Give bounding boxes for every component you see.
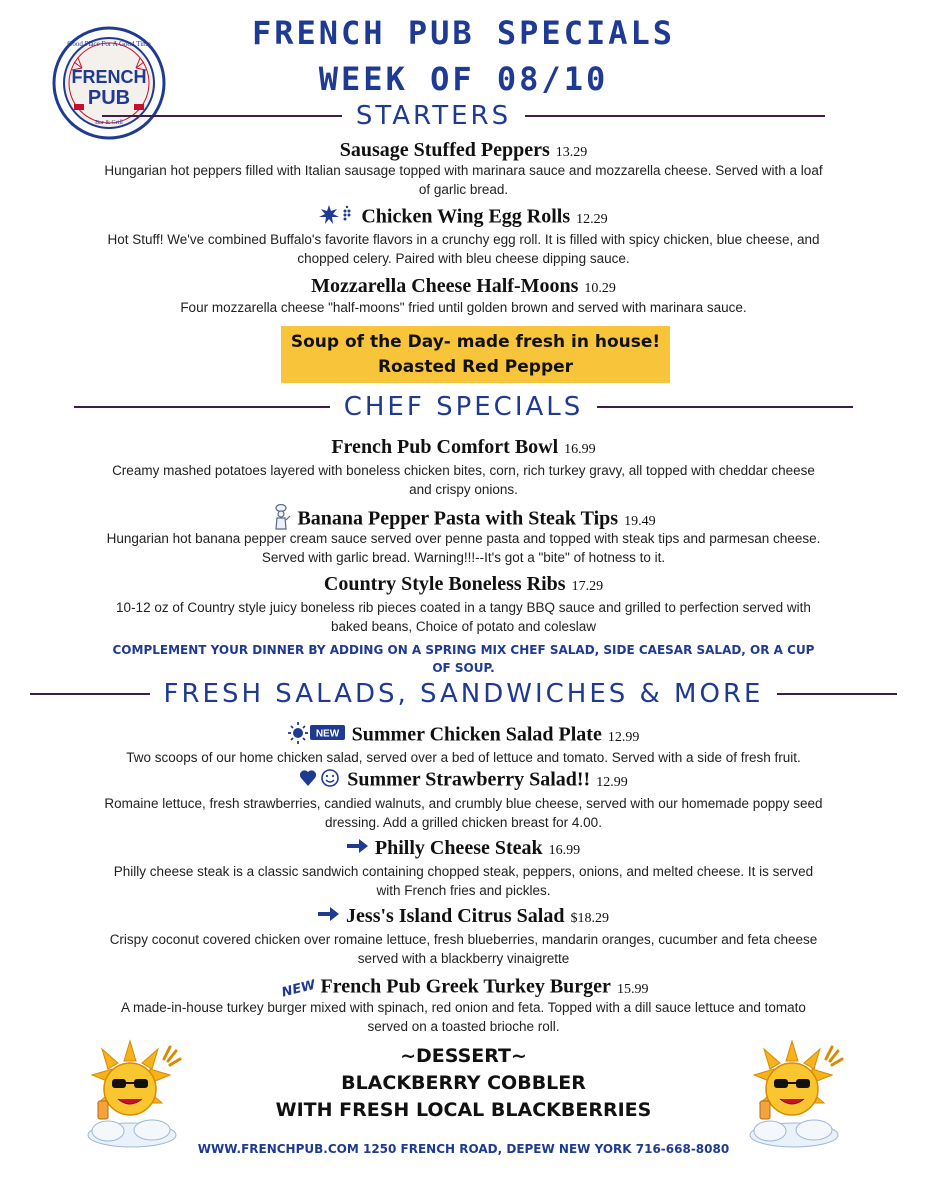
menu-item-desc: Two scoops of our home chicken salad, served over a bed of lettuce and tomato. Served with a side of fresh fruit. [126,750,801,765]
rule-right [777,693,897,695]
new-badge: NEW [315,728,339,740]
new-badge: NEW [279,977,315,997]
item-name-text: Chicken Wing Egg Rolls [361,205,571,228]
rule-left [74,406,330,408]
salads-heading [0,676,927,712]
item-name-text: French Pub Comfort Bowl [331,436,559,458]
menu-item-name [40,573,887,596]
item-name-text: Sausage Stuffed Peppers [339,139,550,161]
item-name-text: French Pub Greek Turkey Burger [320,975,611,998]
menu-item-name [40,905,887,929]
item-name-text: Summer Chicken Salad Plate [351,723,602,746]
complement-note: COMPLEMENT YOUR DINNER BY ADDING ON A SPRING MIX CHEF SALAD, SIDE CAESAR SALAD, OR A CUP OF SOUP. [112,643,815,675]
menu-item-desc: Crispy coconut covered chicken over romaine lettuce, fresh blueberries, mandarin oranges, cucumber and feta cheese served with a blackberry vinaigrette [109,932,818,966]
sun-new-icon [288,722,346,750]
starters-heading-label: STARTERS [355,101,512,131]
svg-text:Good Place For A Good Time: Good Place For A Good Time [67,40,151,48]
menu-item-desc: Hungarian hot banana pepper cream sauce served over penne pasta and topped with steak tips and parmesan cheese. Served with garlic bread. Warning!!!--It's got a "bite" of hotness to it. [106,531,821,565]
rule-left [102,115,342,117]
logo-name-line2: PUB [87,87,131,109]
item-price: $18.29 [570,911,609,926]
item-price: 10.29 [584,281,616,296]
menu-item-desc: Philly cheese steak is a classic sandwich containing chopped steak, peppers, onions, and melted cheese. It is served with French fries and pickles. [113,864,814,898]
menu-item-name [40,768,887,794]
dessert-line2: WITH FRESH LOCAL BLACKBERRIES [275,1099,652,1121]
sun-mascot-right-image [740,1035,848,1153]
item-price: 12.99 [596,774,628,790]
arrow-right-icon [318,905,340,929]
item-price: 17.29 [571,579,604,594]
svg-text:Bar & Grill: Bar & Grill [95,120,123,126]
item-name-text: Country Style Boneless Ribs [323,573,566,595]
menu-item-name [40,837,887,861]
item-price: 19.49 [624,513,656,529]
title-line1: FRENCH PUB SPECIALS [251,14,676,52]
menu-item-desc: Hot Stuff! We've combined Buffalo's favorite flavors in a crunchy egg roll. It is filled with spicy chicken, blue cheese, and chopped celery. Paired with bleu cheese dipping sauce. [107,232,820,266]
dessert-heading: ~DESSERT~ [400,1045,527,1067]
firework-icon [319,205,355,231]
rule-right [525,115,825,117]
item-price: 12.29 [576,211,608,227]
item-price: 13.29 [555,145,588,160]
dessert-section [240,1043,687,1124]
menu-item-desc: 10-12 oz of Country style juicy boneless rib pieces coated in a tangy BBQ sauce and grilled to perfection served with baked beans, Choice of potato and coleslaw [116,600,811,634]
chef-specials-heading [0,389,927,425]
item-name-text: Summer Strawberry Salad!! [347,768,591,791]
menu-item-name [40,722,887,750]
rule-left [30,693,150,695]
soup-of-the-day-box [281,326,670,383]
menu-item-name [40,139,887,162]
heart-smile-icon [299,768,341,794]
menu-item-name [40,205,887,231]
item-name-text: Banana Pepper Pasta with Steak Tips [297,507,619,530]
menu-item-desc: Romaine lettuce, fresh strawberries, candied walnuts, and crumbly blue cheese, served with our homemade poppy seed dressing. Add a grilled chicken breast for 4.00. [104,796,823,830]
item-price: 16.99 [548,843,581,858]
arrow-right-icon [347,837,369,861]
item-price: 16.99 [564,442,596,457]
item-price: 15.99 [616,981,649,997]
item-name-text: Mozzarella Cheese Half-Moons [311,275,579,297]
rule-right [597,406,853,408]
item-name-text: Philly Cheese Steak [374,837,543,859]
menu-item-name [40,275,887,298]
soup-line2: Roasted Red Pepper [377,357,574,377]
soup-line1: Soup of the Day- made fresh in house! [290,332,661,352]
logo-name-line1: FRENCH [71,67,147,87]
menu-item-name [40,436,887,459]
item-price: 12.99 [607,729,640,745]
starters-heading [0,98,927,134]
dessert-line1: BLACKBERRY COBBLER [341,1072,586,1094]
sun-mascot-left-image [78,1035,186,1153]
menu-item-desc: A made-in-house turkey burger mixed with spinach, red onion and feta. Topped with a dill sauce lettuce and tomato served on a toasted brioche roll. [121,1000,806,1034]
title-line2: WEEK OF 08/10 [318,60,609,98]
item-name-text: Jess's Island Citrus Salad [346,905,565,927]
footer-contact: WWW.FRENCHPUB.COM 1250 FRENCH ROAD, DEPEW NEW YORK 716-668-8080 [197,1142,730,1156]
menu-item-desc: Four mozzarella cheese "half-moons" fried until golden brown and served with marinara sauce. [180,300,747,315]
menu-item-desc: Creamy mashed potatoes layered with boneless chicken bites, corn, rich turkey gravy, all topped with cheddar cheese and crispy onions. [112,463,815,497]
menu-item-desc: Hungarian hot peppers filled with Italian sausage topped with marinara sauce and mozzarella cheese. Served with a loaf of garlic bread. [104,163,823,197]
salads-heading-label: FRESH SALADS, SANDWICHES & MORE [163,679,764,709]
chef-specials-heading-label: CHEF SPECIALS [343,392,584,422]
